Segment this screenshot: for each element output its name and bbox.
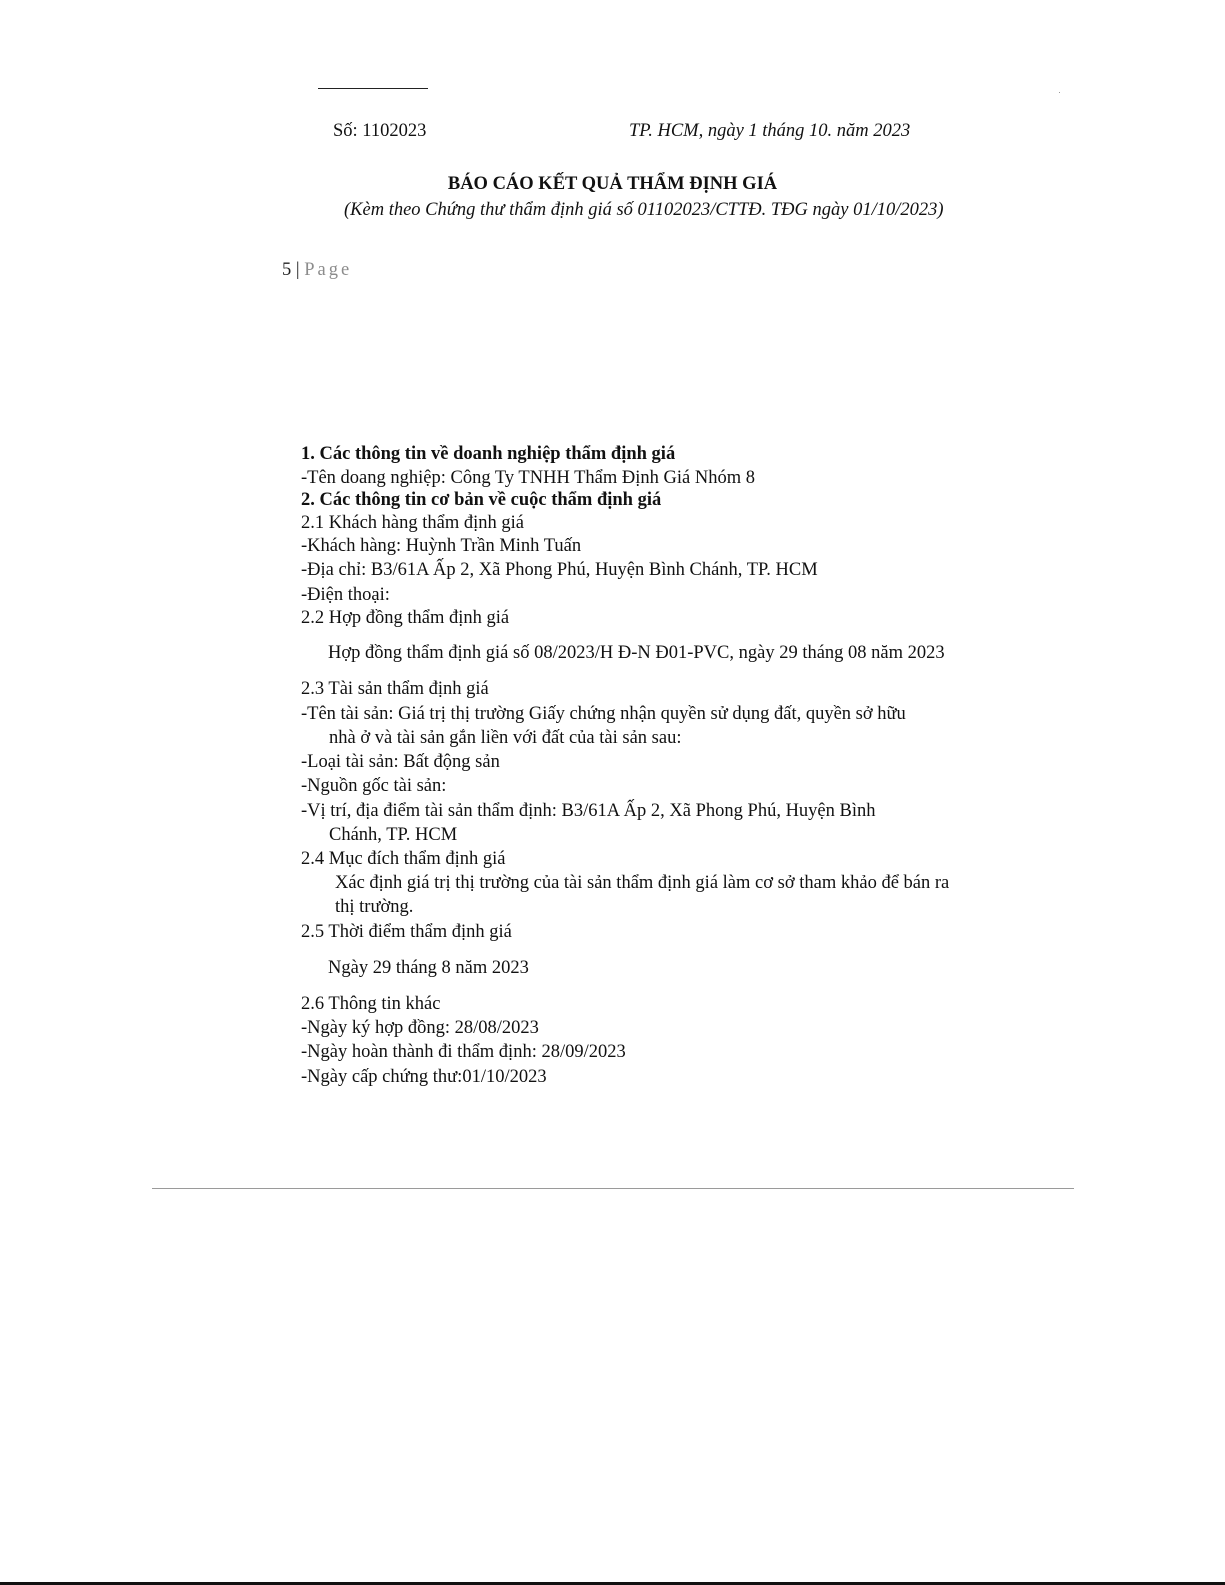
subsection-heading: 2.4 Mục đích thẩm định giá [301, 849, 506, 869]
body-line: -Ngày ký hợp đồng: 28/08/2023 [301, 1018, 539, 1038]
document-date: TP. HCM, ngày 1 tháng 10. năm 2023 [629, 121, 911, 141]
body-line: thị trường. [335, 897, 414, 917]
subsection-heading: 2.6 Thông tin khác [301, 994, 441, 1014]
top-divider [318, 88, 428, 89]
body-line: -Địa chỉ: B3/61A Ấp 2, Xã Phong Phú, Huyện Bình Chánh, TP. HCM [301, 560, 818, 580]
body-line: -Loại tài sản: Bất động sản [301, 752, 500, 772]
body-line: -Điện thoại: [301, 585, 390, 605]
subsection-heading: 2.5 Thời điểm thẩm định giá [301, 922, 512, 942]
body-line: nhà ở và tài sản gắn liền với đất của tài sản sau: [329, 728, 682, 748]
corner-mark [1059, 92, 1060, 93]
body-line: Chánh, TP. HCM [329, 825, 458, 845]
body-line: Hợp đồng thẩm định giá số 08/2023/H Đ-N Đ01-PVC, ngày 29 tháng 08 năm 2023 [328, 643, 945, 663]
section-heading: 2. Các thông tin cơ bản về cuộc thẩm định giá [301, 490, 662, 510]
body-line: -Khách hàng: Huỳnh Trần Minh Tuấn [301, 536, 582, 556]
report-subtitle: (Kèm theo Chứng thư thẩm định giá số 01102023/CTTĐ. TĐG ngày 01/10/2023) [344, 200, 944, 220]
body-line: -Ngày hoàn thành đi thẩm định: 28/09/2023 [301, 1042, 626, 1062]
subsection-heading: 2.1 Khách hàng thẩm định giá [301, 513, 524, 533]
body-line: -Tên doang nghiệp: Công Ty TNHH Thẩm Định Giá Nhóm 8 [301, 468, 755, 488]
page-word: Page [304, 260, 353, 280]
body-line: -Vị trí, địa điểm tài sản thẩm định: B3/61A Ấp 2, Xã Phong Phú, Huyện Bình [301, 801, 876, 821]
section-heading: 1. Các thông tin về doanh nghiệp thẩm định giá [301, 444, 676, 464]
subsection-heading: 2.3 Tài sản thẩm định giá [301, 679, 489, 699]
body-line: -Tên tài sản: Giá trị thị trường Giấy chứng nhận quyền sử dụng đất, quyền sở hữu [301, 704, 906, 724]
body-line: -Nguồn gốc tài sản: [301, 776, 447, 796]
body-line: Xác định giá trị thị trường của tài sản thẩm định giá làm cơ sở tham khảo để bán ra [335, 873, 950, 893]
document-number: Số: 1102023 [333, 121, 427, 141]
page-number: 5 [282, 260, 292, 280]
subsection-heading: 2.2 Hợp đồng thẩm định giá [301, 608, 510, 628]
report-title: BÁO CÁO KẾT QUẢ THẨM ĐỊNH GIÁ [447, 174, 778, 194]
body-line: Ngày 29 tháng 8 năm 2023 [328, 958, 529, 978]
footer-divider [152, 1188, 1074, 1189]
page-separator: | [295, 260, 300, 280]
page-number-label [282, 258, 352, 282]
body-line: -Ngày cấp chứng thư:01/10/2023 [301, 1067, 547, 1087]
